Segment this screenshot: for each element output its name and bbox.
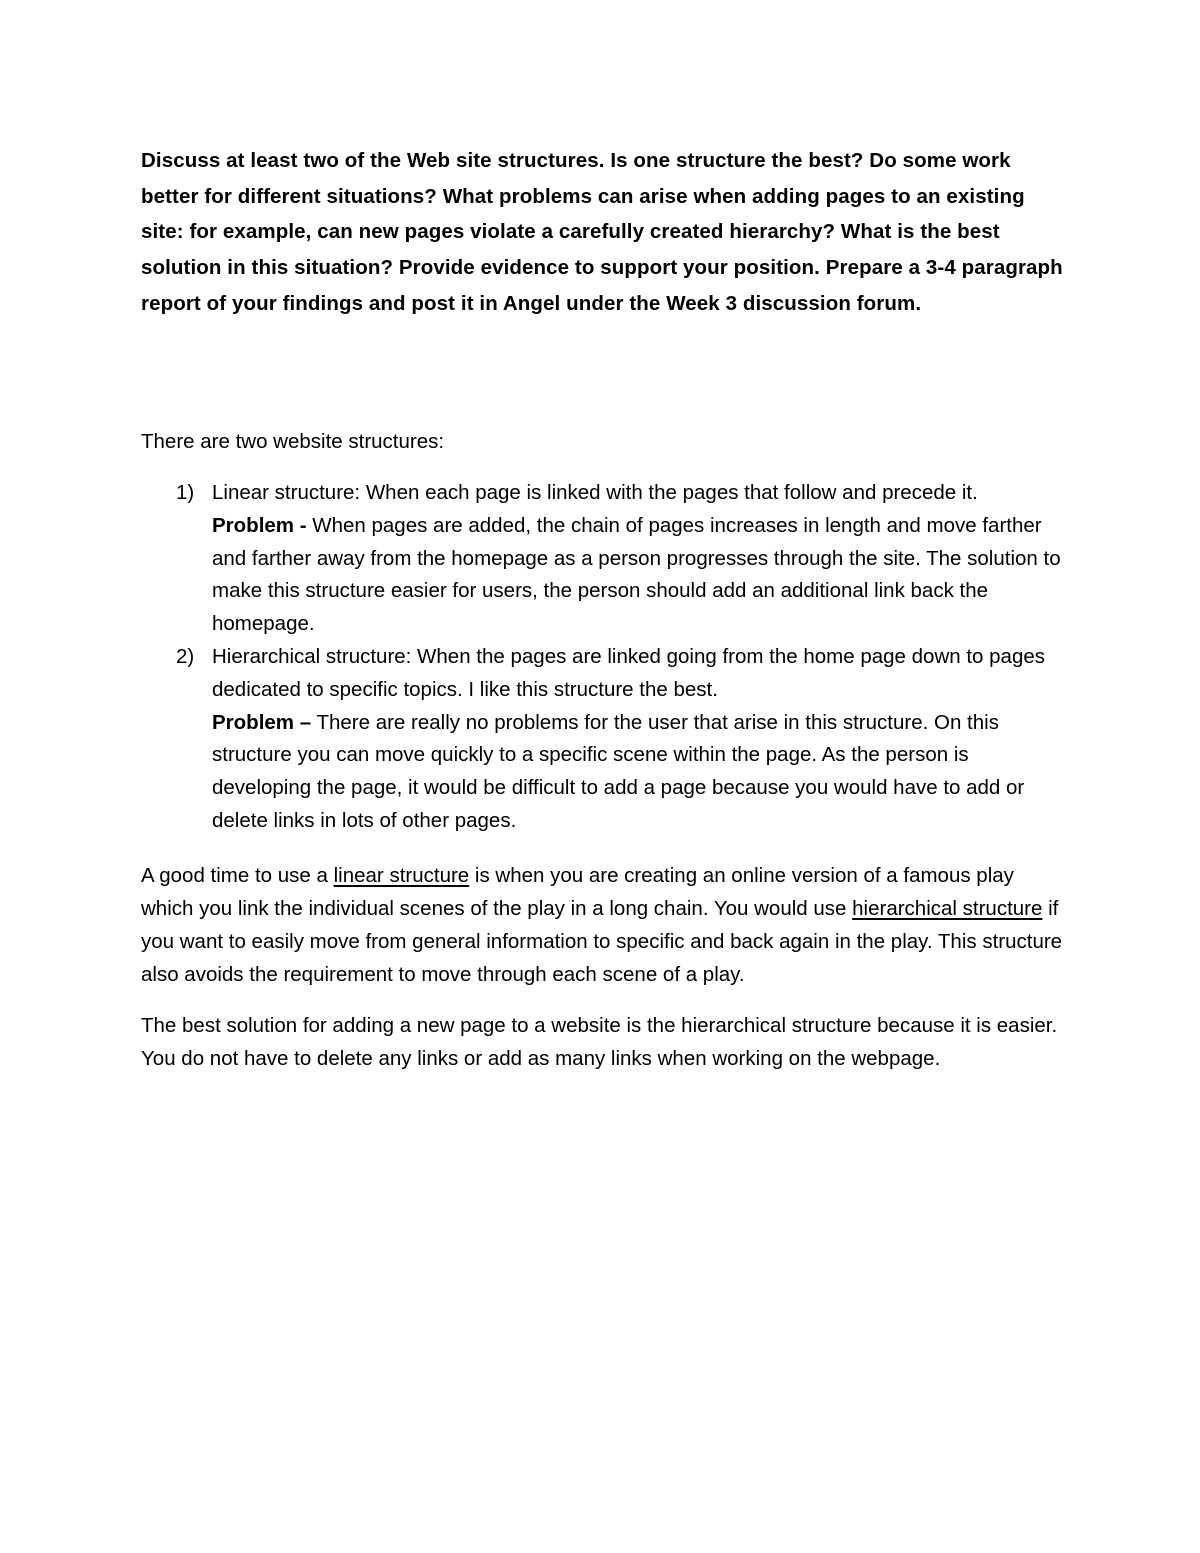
list-item-problem xyxy=(212,707,1071,838)
problem-label: Problem – xyxy=(212,710,312,734)
paragraph-usage xyxy=(141,859,1071,991)
assignment-prompt: Discuss at least two of the Web site structures. Is one structure the best? Do some work better for different situations? What problems can arise when adding pages to an existing site: for example, can new pages violate a carefully created hierarchy? What is the best solution in this situation? Provide evidence to support your position. Prepare a 3-4 paragraph report of your findings and post it in Angel under the Week 3 discussion forum. xyxy=(141,149,1063,315)
intro-text: There are two website structures: xyxy=(141,430,445,453)
list-item-description: Hierarchical structure: When the pages are linked going from the home page down to pages dedicated to specific topics. I like this structure the best. xyxy=(212,644,1046,701)
list-number: 2) xyxy=(176,644,195,668)
structure-list xyxy=(141,477,1071,838)
problem-text: When pages are added, the chain of pages increases in length and move farther and farther away from the homepage as a person progresses through the site. The solution to make this structure easier for users, the person should add an additional link back the homepage. xyxy=(212,513,1061,636)
paragraph-solution: The best solution for adding a new page to a website is the hierarchical structure because it is easier. You do not have to delete any links or add as many links when working on the webpage. xyxy=(141,1014,1058,1070)
paragraph-text: is when you are creating an online version of a famous play which you link the individual scenes of the play in a long chain. You would use xyxy=(141,864,1014,920)
paragraph-text: A good time to use a xyxy=(141,864,334,887)
list-item-problem xyxy=(212,510,1071,641)
list-number: 1) xyxy=(176,481,195,504)
list-item xyxy=(141,477,1071,641)
linear-structure-term: linear structure xyxy=(333,864,470,887)
problem-text: There are really no problems for the user that arise in this structure. On this structure you can move quickly to a specific scene within the page. As the person is developing the page, it would be difficult to add a page because you would have to add or delete links in lots of other pages. xyxy=(212,710,1025,832)
list-item xyxy=(141,641,1071,838)
problem-label: Problem - xyxy=(212,513,307,537)
paragraph-text: if you want to easily move from general information to specific and back again in the play. This structure also avoids the requirement to move through each scene of a play. xyxy=(141,897,1063,986)
list-item-description: Linear structure: When each page is linked with the pages that follow and precede it. xyxy=(212,481,978,504)
hierarchical-structure-term: hierarchical structure xyxy=(852,897,1043,920)
